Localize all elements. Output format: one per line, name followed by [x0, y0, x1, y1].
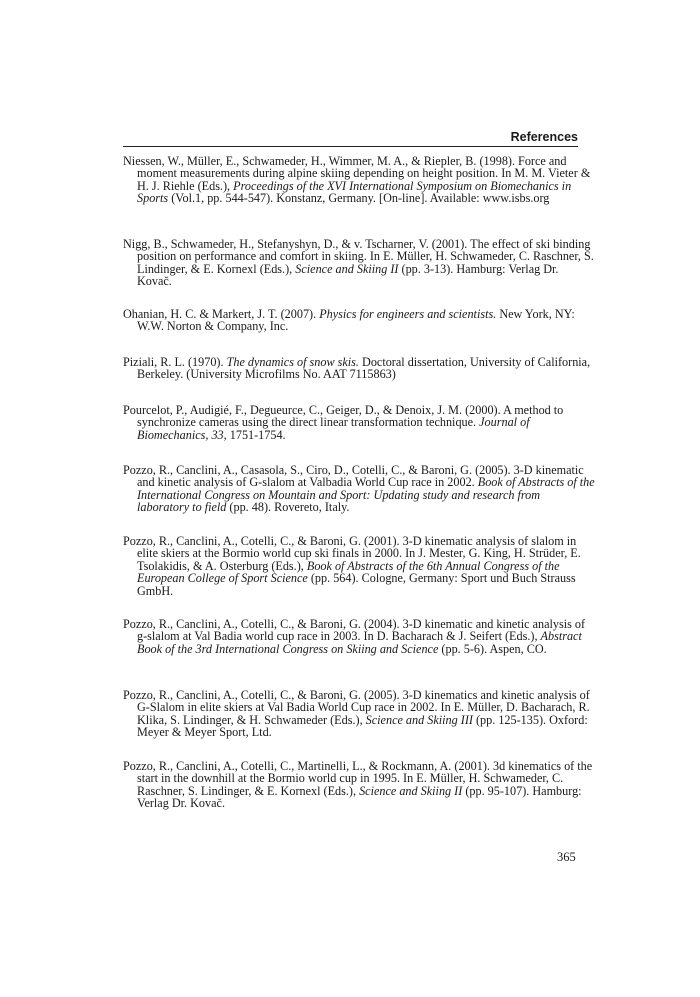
reference-text: New York, NY: W.W. Norton & Company, Inc.	[137, 307, 575, 334]
reference-text: (pp. 48). Rovereto, Italy.	[226, 500, 350, 515]
reference-source-title: Journal of Biomechanics, 33,	[137, 415, 530, 442]
reference-source-title: Science and Skiing II	[295, 261, 399, 276]
reference-text: 1751-1754.	[226, 427, 286, 442]
reference-entry	[123, 356, 595, 381]
section-title: References	[510, 130, 578, 144]
reference-text: (pp. 5-6). Aspen, CO.	[438, 641, 547, 656]
reference-source-title: Science and Skiing II	[359, 783, 463, 798]
reference-text: Pozzo, R., Canclini, A., Cotelli, C., & Baroni, G. (2004). 3-D kinematic and kinetic analysis of g-slalom at Val Badia world cup race in 2003. In D. Bacharach & J. Seifert (Eds.),	[123, 617, 586, 644]
reference-text: Pozzo, R., Canclini, A., Casasola, S., Ciro, D., Cotelli, C., & Baroni, G. (2005). 3-D kinematic and kinetic analysis of G-slalom at Valbadia World Cup race in 2002.	[123, 463, 584, 490]
reference-text: Pozzo, R., Canclini, A., Cotelli, C., Martinelli, L., & Rockmann, A. (2001). 3d kinematics of the start in the downhill at the Bormio world cup in 1995. In E. Müller, H. Schwameder, C. Raschner, S. Lindinger, & E. Kornexl (Eds.),	[123, 759, 593, 798]
reference-text: (pp. 95-107). Hamburg: Verlag Dr. Kovač.	[137, 783, 582, 811]
reference-entry	[123, 618, 595, 655]
reference-text: Nigg, B., Schwameder, H., Stefanyshyn, D., & v. Tscharner, V. (2001). The effect of ski binding position on performance and comfort in skiing. In E. Müller, H. Schwameder, C. Raschner, S. Lindinger, & E. Kornexl (Eds.),	[123, 237, 594, 276]
reference-source-title: The dynamics of snow skis.	[226, 355, 359, 369]
reference-text: (pp. 125-135). Oxford: Meyer & Meyer Sport, Ltd.	[137, 712, 588, 740]
reference-entry	[123, 308, 595, 333]
reference-entry	[123, 464, 595, 514]
reference-text: Niessen, W., Müller, E., Schwameder, H., Wimmer, M. A., & Riepler, B. (1998). Force and moment measurements during alpine skiing depending on height position. In M. M. Vieter & H. J. Riehle (Eds.),	[123, 154, 591, 193]
reference-entry	[123, 760, 595, 810]
reference-entry	[123, 535, 595, 597]
reference-text: Pozzo, R., Canclini, A., Cotelli, C., & Baroni, G. (2001). 3-D kinematic analysis of slalom in elite skiers at the Bormio world cup ski finals in 2000. In J. Mester, G. King, H. Strüder, E. Tsolakidis, & A. Osterburg (Eds.),	[123, 534, 581, 573]
reference-entry	[123, 689, 595, 739]
reference-text: Pozzo, R., Canclini, A., Cotelli, C., & Baroni, G. (2005). 3-D kinematics and kinetic analysis of G-Slalom in elite skiers at Val Badia World Cup race in 2002. In E. Müller, D. Bacharach, R. Klika, S. Lindinger, & H. Schwameder (Eds.),	[123, 688, 590, 727]
reference-text: Doctoral dissertation, University of California, Berkeley. (University Microfilms No. AAT 7115863)	[137, 355, 591, 382]
reference-text: Piziali, R. L. (1970).	[123, 355, 227, 369]
reference-entry	[123, 404, 595, 441]
reference-source-title: Science and Skiing III	[365, 712, 473, 727]
reference-source-title: Book of Abstracts of the International Congress on Mountain and Sport: Updating study and research from laboratory to field	[137, 475, 595, 515]
page-number: 365	[557, 850, 576, 864]
reference-source-title: Proceedings of the XVI International Symposium on Biomechanics in Sports	[137, 178, 572, 206]
reference-text: Ohanian, H. C. & Markert, J. T. (2007).	[123, 307, 320, 321]
reference-entry	[123, 155, 595, 205]
reference-entry	[123, 238, 595, 288]
reference-text: (pp. 564). Cologne, Germany: Sport und Buch Strauss GmbH.	[137, 571, 576, 598]
reference-text: (pp. 3-13). Hamburg: Verlag Dr. Kovač.	[137, 261, 559, 289]
reference-text: (Vol.1, pp. 544-547). Konstanz, Germany. [On-line]. Available: www.isbs.org	[168, 191, 550, 206]
reference-source-title: Book of Abstracts of the 6th Annual Congress of the European College of Sport Science	[137, 558, 560, 586]
reference-source-title: Abstract Book of the 3rd International Congress on Skiing and Science	[137, 629, 582, 656]
reference-source-title: Physics for engineers and scientists.	[319, 307, 497, 321]
reference-text: Pourcelot, P., Audigié, F., Degueurce, C., Geiger, D., & Denoix, J. M. (2000). A method to synchronize cameras using the direct linear transformation technique.	[123, 403, 564, 430]
running-header	[123, 130, 578, 147]
